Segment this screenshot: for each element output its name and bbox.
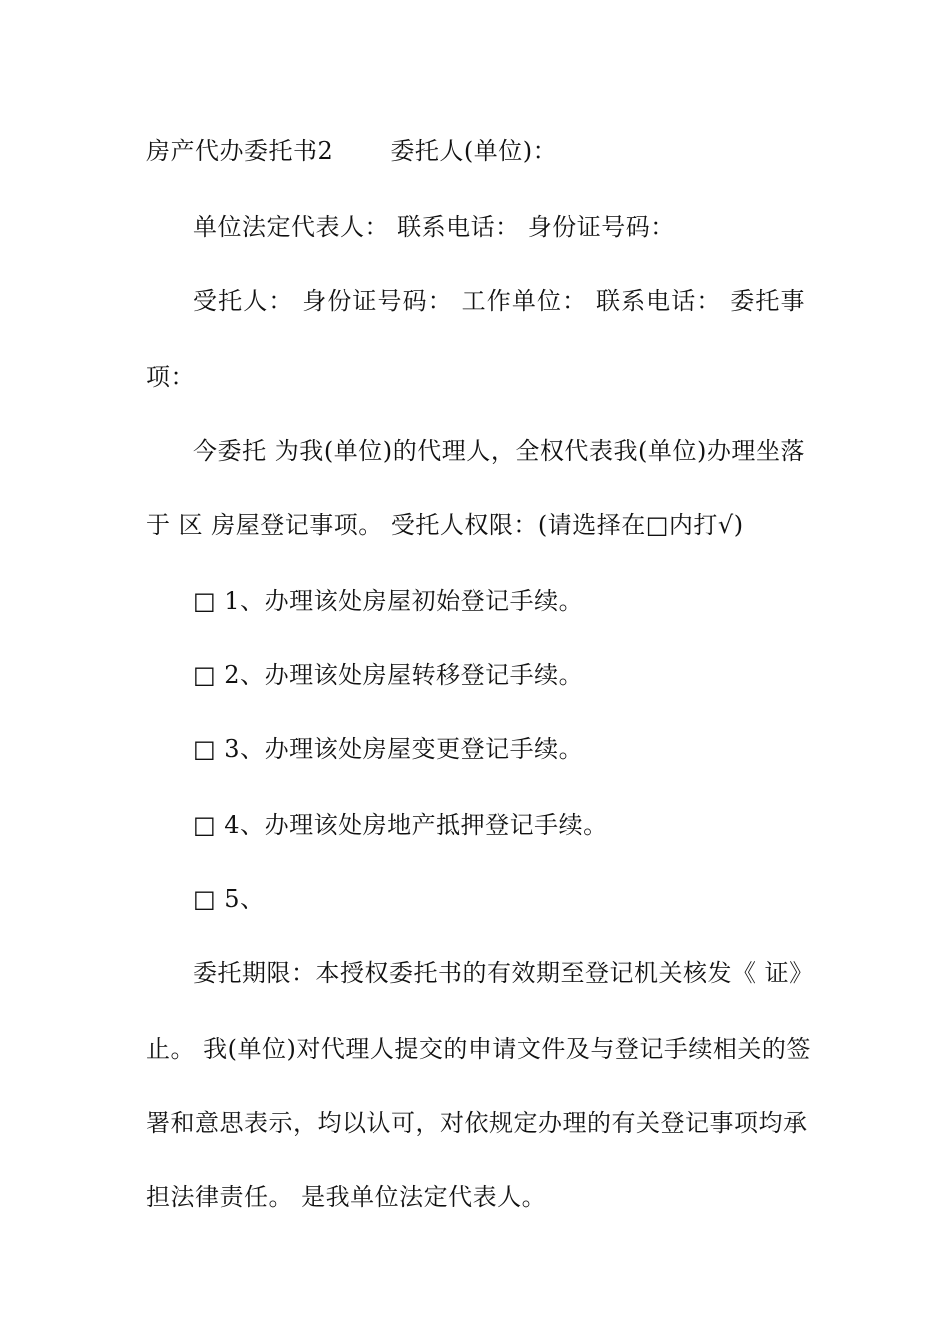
authorization-paragraph-line-1: 今委托 为我(单位)的代理人，全权代表我(单位)办理坐落 (193, 437, 805, 465)
option-5-checkbox-item: □ 5、 (193, 885, 265, 913)
term-paragraph-line-4: 担法律责任。 是我单位法定代表人。 (146, 1183, 547, 1211)
term-paragraph-line-1: 委托期限：本授权委托书的有效期至登记机关核发《 证》 (193, 959, 814, 987)
representative-fields-line: 单位法定代表人： 联系电话： 身份证号码： (193, 213, 675, 241)
option-1-checkbox-item: □ 1、办理该处房屋初始登记手续。 (193, 587, 584, 615)
trustee-fields-continuation: 项： (146, 363, 195, 391)
term-paragraph-line-3: 署和意思表示，均以认可，对依规定办理的有关登记事项均承 (146, 1109, 808, 1137)
term-paragraph-line-2: 止。 我(单位)对代理人提交的申请文件及与登记手续相关的签 (146, 1035, 811, 1063)
option-3-checkbox-item: □ 3、办理该处房屋变更登记手续。 (193, 735, 584, 763)
document-title-line: 房产代办委托书2 委托人(单位)： (146, 137, 558, 165)
trustee-fields-line: 受托人： 身份证号码： 工作单位： 联系电话： 委托事 (193, 287, 805, 315)
option-2-checkbox-item: □ 2、办理该处房屋转移登记手续。 (193, 661, 584, 689)
authorization-paragraph-line-2: 于 区 房屋登记事项。 受托人权限：(请选择在□内打√) (146, 511, 744, 539)
option-4-checkbox-item: □ 4、办理该处房地产抵押登记手续。 (193, 811, 608, 839)
